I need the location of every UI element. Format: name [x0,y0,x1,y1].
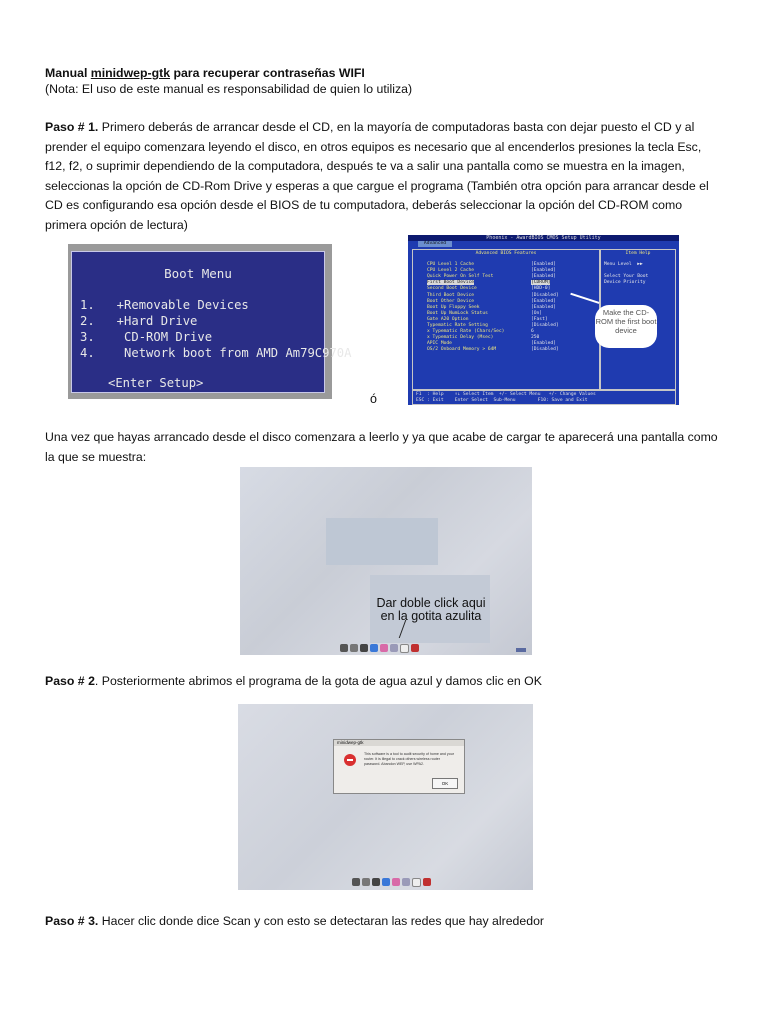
step-1-label: Paso # 1. [45,120,99,134]
bios-row-label[interactable]: CPU Level 2 Cache [427,268,475,274]
bios-row-label[interactable]: APIC Mode [427,341,452,347]
step-1-paragraph [45,118,725,235]
bios-title-bar: Phoenix - AwardBIOS CMOS Setup Utility [408,235,679,241]
water-drop-icon[interactable] [382,878,390,886]
bios-footer-line-1: F1 : Help ↑↓ Select Item +/- Select Menu +/- Change Values [416,392,596,397]
bios-row-value[interactable]: [Enabled] [531,274,556,280]
bios-row-value[interactable]: [Disabled] [531,323,559,328]
bios-row-value[interactable]: [On] [531,310,543,316]
boot-menu-footer: <Enter Setup> [108,376,204,390]
bios-help-line: Select Your Boot [604,274,649,280]
window-icon[interactable] [412,878,421,887]
bios-row-value[interactable]: [Enabled] [531,341,556,347]
bios-row-value[interactable]: 6 [531,329,534,335]
settings-icon[interactable] [372,878,380,886]
bios-footer-line-2: ESC : Exit Enter Select Sub-Menu F10: Save and Exit [416,398,588,403]
boot-menu-item-cdrom: 3. CD-ROM Drive [80,330,213,344]
desktop-caption-line-2: en la gotita azulita [380,609,482,623]
settings-icon[interactable] [360,644,368,652]
stop-icon [344,754,356,766]
bios-row-value[interactable]: [Enabled] [531,304,556,310]
step-3-label: Paso # 3. [45,914,99,928]
folder-icon[interactable] [350,644,358,652]
boot-menu-title: Boot Menu [164,266,232,281]
bios-help-header: Item Help [625,251,651,256]
bios-main-panel [412,249,600,390]
bios-row-label[interactable]: Gate A20 Option [427,316,469,322]
bios-row-label[interactable]: Boot Up NumLock Status [427,310,488,316]
water-drop-icon[interactable] [370,644,378,652]
step-3-paragraph [45,912,725,932]
power-icon[interactable] [411,644,419,652]
bios-row-label[interactable]: Quick Power On Self Test [427,274,494,280]
bios-row-label[interactable]: CPU Level 1 Cache [427,262,475,267]
bios-row-label[interactable]: Second Boot Device [427,286,477,292]
title-suffix: para recuperar contraseñas WIFI [170,66,365,80]
callout-bubble: Make the CD-ROM the first boot device [595,305,657,348]
boot-menu-item-hard-drive: 2. +Hard Drive [80,314,198,328]
folder-icon[interactable] [362,878,370,886]
bios-row-value[interactable]: [CDROM] [531,280,551,286]
step-1b-paragraph: Una vez que hayas arrancado desde el disco comenzara a leerlo y ya que acabe de cargar te aparecerá una pantalla como la que se muestra: [45,430,718,464]
app-icon[interactable] [392,878,400,886]
boot-menu-item-network: 4. Network boot from AMD Am79C970A [80,346,352,360]
step-2-paragraph [45,672,725,692]
bios-row-value[interactable]: [Enabled] [531,262,556,267]
bios-row-label[interactable]: OS/2 Onboard Memory > 64M [427,347,497,353]
window-icon[interactable] [400,644,409,653]
dialog-screenshot [238,704,533,890]
bios-screenshot [408,235,679,405]
dock-icons-2 [352,878,431,887]
bios-main-header: Advanced BIOS Features [475,251,537,256]
bios-row-value[interactable]: [Enabled] [531,268,556,274]
step-3-text: Hacer clic donde dice Scan y con esto se detectaran las redes que hay alrededor [98,914,545,928]
bios-row-value[interactable]: [Enabled] [531,298,556,304]
boot-menu-screenshot [68,244,352,399]
bios-row-label[interactable]: x Typematic Delay (Msec) [427,335,494,341]
desktop-screenshot [240,467,532,655]
step-2-text: . Posteriormente abrimos el programa de la gota de agua azul y damos clic en OK [94,674,542,688]
warning-dialog [333,739,465,794]
tray-indicator-icon [516,648,526,652]
ok-button[interactable]: OK [432,778,458,789]
bios-help-line: Menu Level ▶▶ [604,262,643,267]
dialog-title: minidwep-gtk [334,740,464,746]
terminal-icon[interactable] [352,878,360,886]
dialog-message: This software is a tool to audit security of home and your router. It is illegal to crack others wireless router password. Abandon WEP, use WPA2. [364,752,454,766]
desktop-caption-line-1: Dar doble click aqui [376,596,486,610]
desktop-window-shadow [326,518,438,565]
bios-tab-advanced: Advanced [418,241,452,247]
app-icon[interactable] [380,644,388,652]
step-2-label: Paso # 2 [45,674,95,688]
power-icon[interactable] [423,878,431,886]
bios-row-value[interactable]: 250 [531,335,540,341]
step-1-text: Primero deberás de arrancar desde el CD, en la mayoría de computadoras basta con dejar puesto el CD y al prender el equipo comenzara leyendo el disco, en otros equipos es necesario que al encenderlos presiones la tecla Esc, f12, f2, o suprimir dependiendo de la computadora, después te va a salir una pantalla como se muestra en la imagen, seleccionas la opción de CD-Rom Drive y esperas a que cargue el programa (También otra opción para arrancar desde el CD es configurando esa opción desde el BIOS de tu computadora, deberás seleccionar la opción del CD-ROM como primera opción de lectura) [45,120,709,232]
boot-menu-item-removable: 1. +Removable Devices [80,298,249,312]
bios-footer [412,390,676,405]
bios-row-label[interactable]: Boot Other Device [427,298,475,304]
terminal-icon[interactable] [340,644,348,652]
disclaimer-note: (Nota: El uso de este manual es responsabilidad de quien lo utiliza) [45,82,413,96]
title-prefix: Manual [45,66,91,80]
desktop-caption [366,597,496,623]
bios-row-label[interactable]: First Boot Device [427,280,475,286]
bios-row-label[interactable]: Boot Up Floppy Seek [427,304,480,310]
dock-icons [340,644,419,653]
bios-row-label[interactable]: Typematic Rate Setting [427,323,488,328]
bios-row-value[interactable]: [Disabled] [531,292,559,298]
bios-row-value[interactable]: [HDD-0] [531,286,551,292]
bios-row-label[interactable]: x Typematic Rate (Chars/Sec) [427,329,505,335]
or-connector: ó [370,392,377,406]
tool-icon[interactable] [402,878,410,886]
boot-menu-panel [71,251,352,393]
bios-help-line: Device Priority [604,280,646,286]
title-program-name: minidwep-gtk [90,66,171,80]
bios-row-value[interactable]: [Fast] [531,316,548,322]
bios-row-label[interactable]: Third Boot Device [427,292,475,298]
bios-row-value[interactable]: [Disabled] [531,347,559,353]
tool-icon[interactable] [390,644,398,652]
